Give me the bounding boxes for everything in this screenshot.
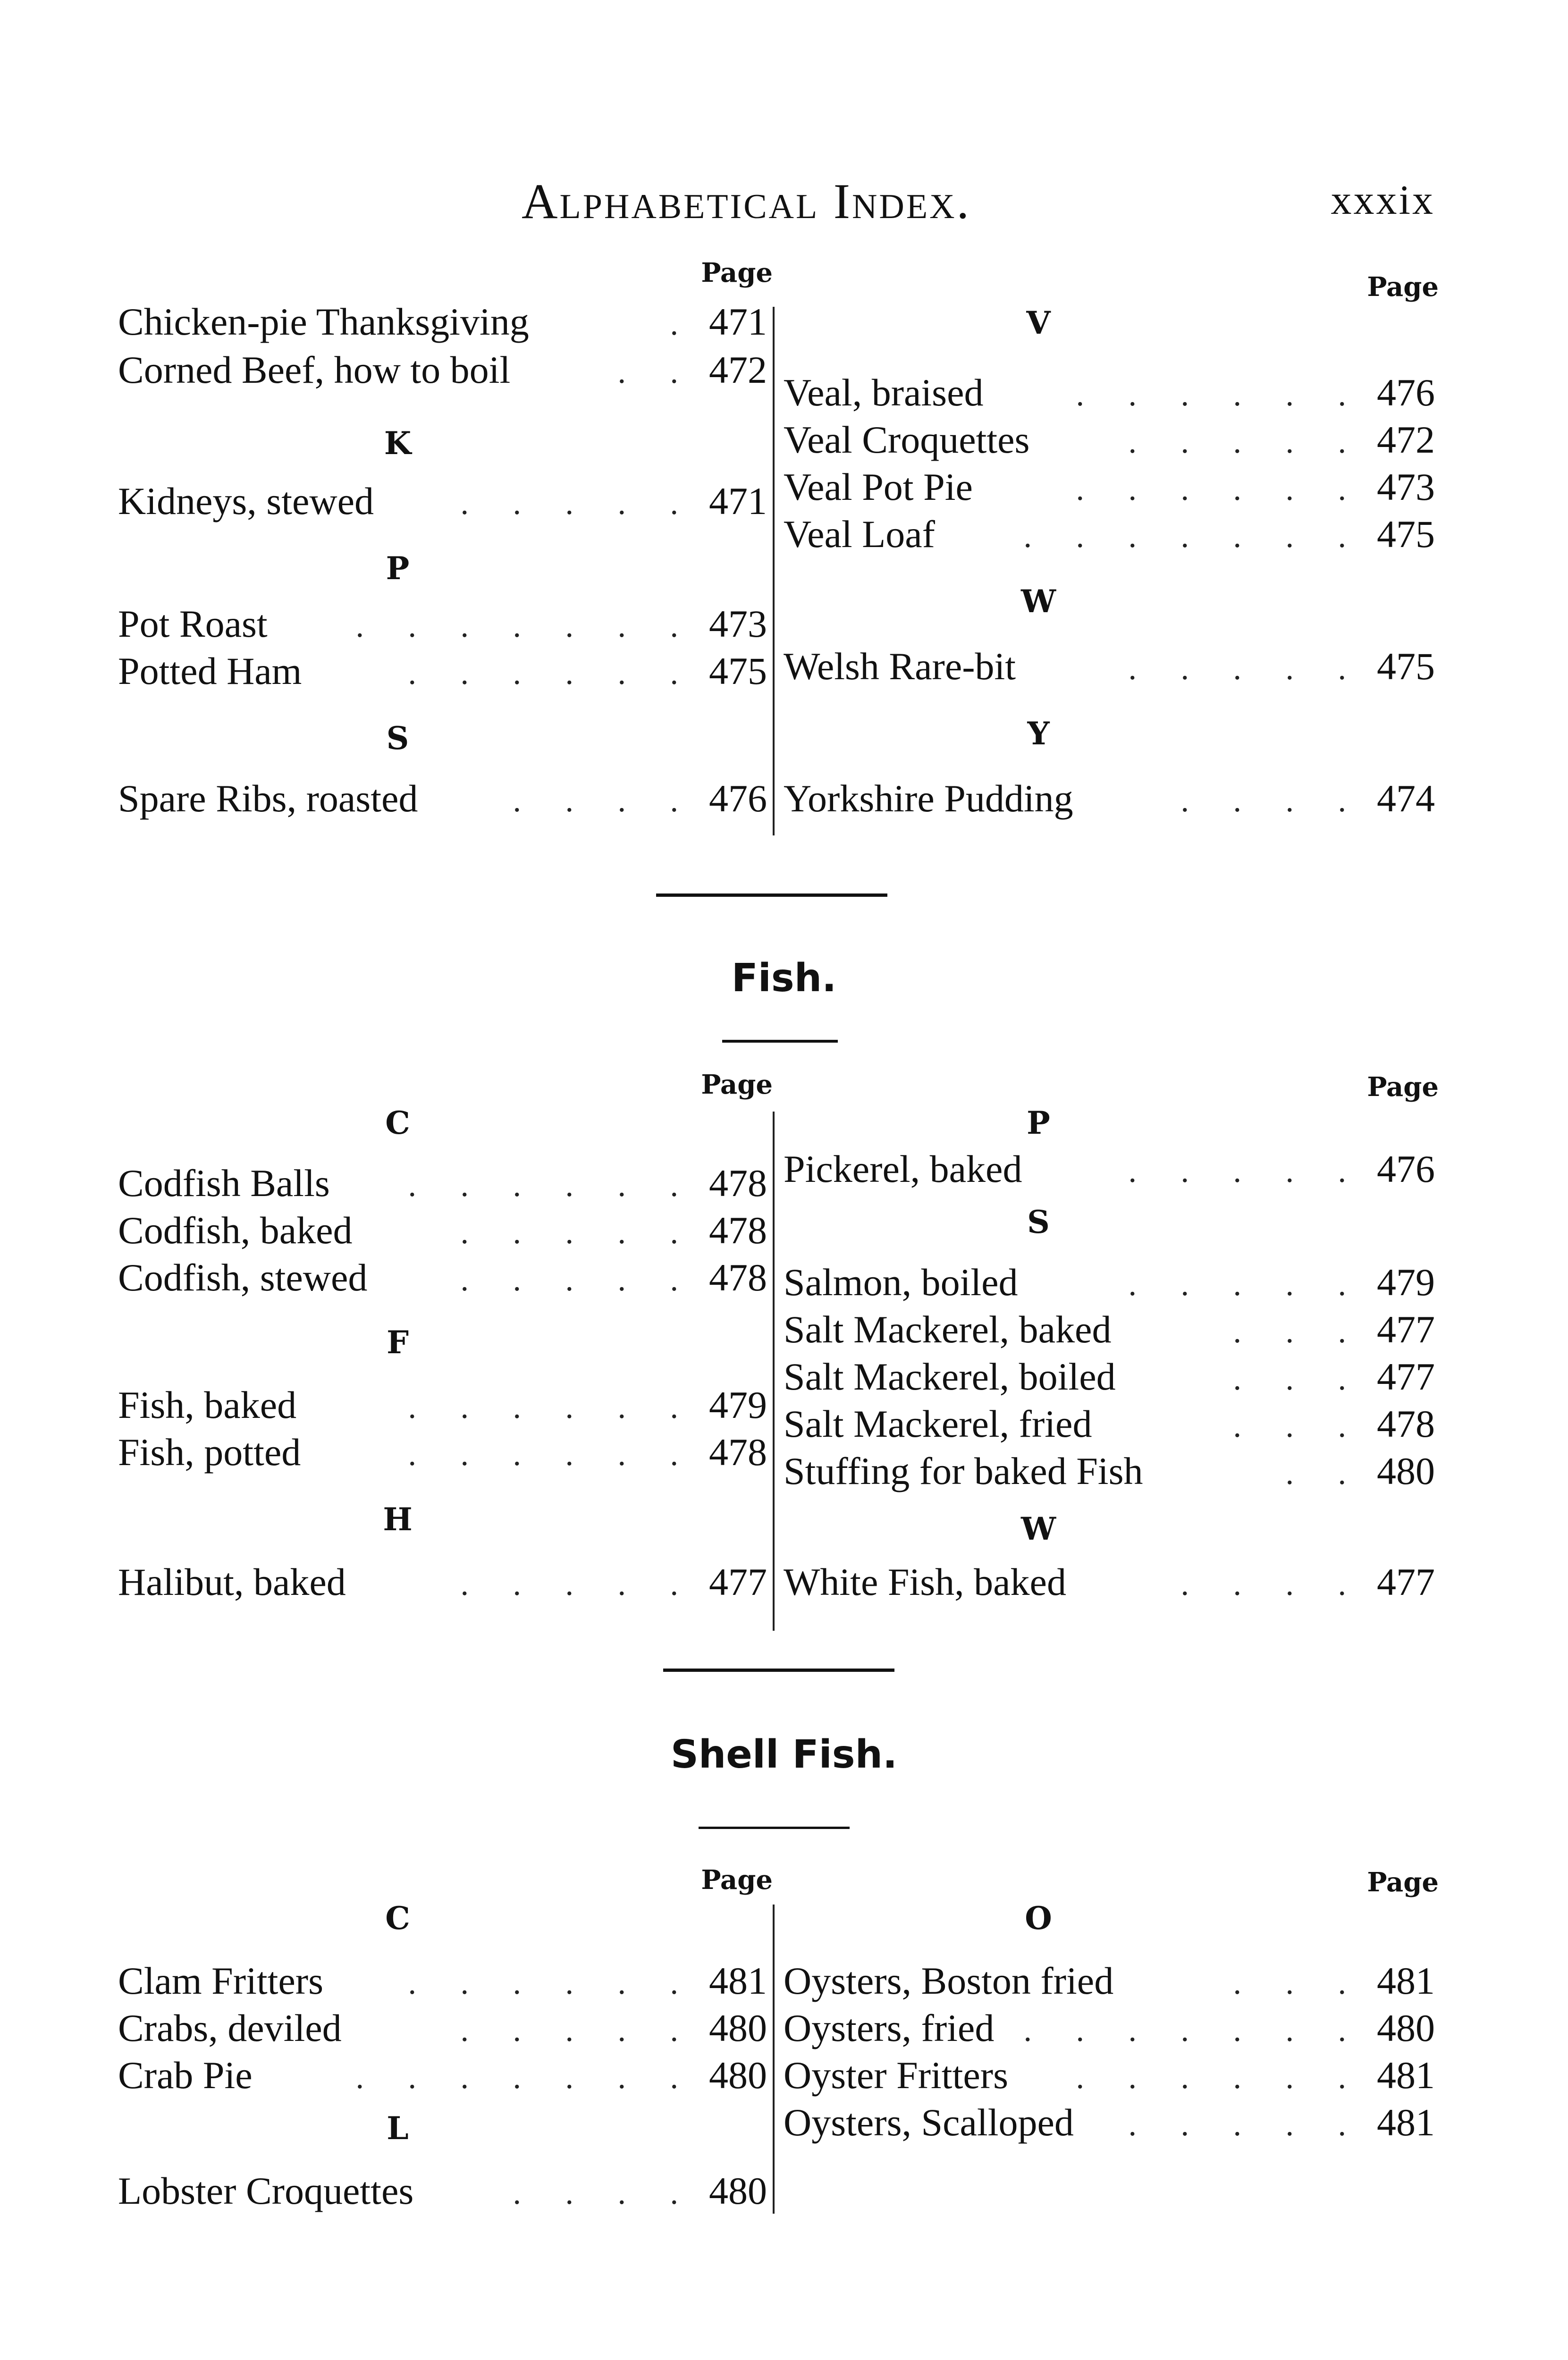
dot-leader: . . . . . . . [355,608,696,644]
entry-page: 479 [709,1383,767,1426]
entry-label: Lobster Croquettes [118,2169,414,2212]
letter-heading: V [1026,304,1051,341]
entry-page: 471 [709,480,767,523]
entry-label: Pot Roast [118,602,268,645]
entry-page: 473 [709,602,767,645]
entry-page: 478 [709,1431,767,1474]
index-entry [118,1208,767,1256]
index-block-fish [118,1069,1439,1635]
dot-leader: . . . . . . [408,1965,696,2001]
index-entry [784,1402,1435,1449]
page-column-heading: Page [1367,1071,1439,1103]
index-column-left [118,1069,773,1635]
index-entry [784,1307,1435,1355]
index-entry [784,371,1435,418]
index-entry [118,1430,767,1477]
entry-label: Pickerel, baked [784,1147,1022,1190]
dot-leader: . . . . . . [408,1389,696,1425]
running-head [0,173,1568,229]
index-entry [118,1383,767,1430]
index-entry [784,512,1435,559]
letter-heading: C [385,1900,410,1937]
entry-page: 481 [1377,2101,1435,2144]
index-entry [784,1260,1435,1307]
entry-page: 473 [1377,465,1435,508]
entry-page: 478 [709,1162,767,1205]
entry-label: Veal Loaf [784,513,935,556]
dot-leader: . . . . . . [1076,471,1364,507]
entry-label: Oysters, Scalloped [784,2101,1074,2144]
entry-page: 478 [1377,1402,1435,1445]
entry-label: Salt Mackerel, boiled [784,1355,1116,1398]
entry-label: Veal Croquettes [784,418,1030,461]
entry-page: 480 [1377,2006,1435,2049]
entry-page: 471 [709,300,767,343]
dot-leader: . . [1285,1455,1364,1492]
entry-page: 474 [1377,777,1435,820]
index-entry [118,1959,767,2006]
letter-heading: P [386,550,410,587]
index-column-left [118,1864,773,2223]
index-entry [118,649,767,696]
dot-leader: . . . . . [1128,650,1364,687]
section-rule [656,893,887,897]
letter-heading: S [386,720,409,757]
entry-label: Chicken-pie Thanksgiving [118,300,529,343]
dot-leader: . . . . . [1128,1153,1364,1189]
entry-page: 481 [1377,1959,1435,2002]
index-entry [784,1959,1435,2006]
entry-page: 472 [1377,418,1435,461]
page-column-heading: Page [701,1864,773,1896]
entry-page: 475 [1377,645,1435,688]
column-divider [773,307,775,835]
dot-leader: . . . . . [1128,424,1364,460]
entry-label: Crabs, deviled [118,2006,342,2049]
section-title-shellfish: Shell Fish. [670,1732,898,1777]
dot-leader: . . . . [513,783,696,819]
dot-leader: . . . . . . [408,655,696,691]
entry-page: 481 [1377,2054,1435,2097]
index-entry [784,418,1435,465]
index-entry [118,1161,767,1208]
entry-label: Veal, braised [784,371,984,414]
letter-heading: Y [1027,715,1050,752]
entry-label: Kidneys, stewed [118,480,374,523]
dot-leader: . . . . . [460,1262,696,1298]
entry-label: Codfish Balls [118,1162,330,1205]
letter-heading: K [384,425,412,462]
index-entry [784,1560,1435,1607]
entry-label: Codfish, baked [118,1209,353,1252]
page-number: xxxix [1331,177,1435,223]
index-entry [118,602,767,649]
dot-leader: . . . . . [460,1214,696,1251]
entry-page: 480 [709,2054,767,2097]
dot-leader: . . . . . [460,1566,696,1602]
index-entry [118,2053,767,2100]
page-column-heading: Page [1367,1867,1439,1898]
index-entry [118,479,767,526]
index-entry [784,1147,1435,1194]
index-entry [118,300,767,347]
index-entry [118,2006,767,2053]
section-rule [699,1827,850,1829]
index-entry [118,348,767,395]
entry-label: Spare Ribs, roasted [118,777,418,820]
index-entry [784,2100,1435,2148]
column-divider [773,1905,775,2214]
entry-page: 478 [709,1209,767,1252]
index-entry [784,1355,1435,1402]
dot-leader: . . . [1233,1408,1364,1444]
index-entry [784,776,1435,824]
entry-page: 476 [1377,371,1435,414]
entry-label: Veal Pot Pie [784,465,973,508]
dot-leader: . . . . . . [1076,2059,1364,2096]
dot-leader: . . . . . . . [1023,2012,1364,2048]
letter-heading: W [1020,583,1056,620]
column-divider [773,1112,775,1631]
entry-label: Fish, potted [118,1431,301,1474]
entry-page: 479 [1377,1261,1435,1304]
dot-leader: . . . . [1180,1566,1364,1602]
dot-leader: . . . . . [1128,1266,1364,1303]
page-column-heading: Page [1367,271,1439,303]
index-entry [784,2053,1435,2100]
entry-page: 477 [1377,1560,1435,1603]
index-entry [784,1449,1435,1496]
section-rule [663,1669,894,1672]
section-title-fish: Fish. [731,956,837,1001]
index-entry [784,2006,1435,2053]
index-entry [118,2169,767,2216]
entry-label: Oysters, fried [784,2006,995,2049]
entry-label: Halibut, baked [118,1560,346,1603]
index-column-right [784,1864,1439,2223]
dot-leader: . . . . . . . [1023,518,1364,555]
letter-heading: S [1027,1204,1050,1240]
entry-page: 477 [1377,1355,1435,1398]
entry-label: Stuffing for baked Fish [784,1450,1143,1492]
entry-page: 475 [709,649,767,692]
index-entry [118,1560,767,1607]
entry-label: White Fish, baked [784,1560,1066,1603]
entry-page: 477 [1377,1308,1435,1351]
dot-leader: . [670,306,696,342]
dot-leader: . . . [1233,1965,1364,2001]
index-column-left [118,257,773,838]
entry-page: 481 [709,1959,767,2002]
letter-heading: P [1027,1104,1050,1141]
dot-leader: . . . . [1180,783,1364,819]
dot-leader: . . . [1233,1314,1364,1350]
entry-page: 477 [709,1560,767,1603]
index-column-right [784,257,1439,838]
entry-page: 475 [1377,513,1435,556]
dot-leader: . . . . . . . [355,2059,696,2096]
index-entry [118,776,767,824]
dot-leader: . . . . . . [408,1436,696,1473]
entry-label: Oysters, Boston fried [784,1959,1114,2002]
entry-label: Potted Ham [118,649,302,692]
index-block-shellfish [118,1864,1439,2223]
page-column-heading: Page [701,1069,773,1100]
letter-heading: H [383,1501,413,1538]
entry-label: Salt Mackerel, baked [784,1308,1112,1351]
entry-page: 480 [709,2169,767,2212]
entry-label: Fish, baked [118,1383,297,1426]
running-title: Alphabetical Index. [522,174,971,229]
index-column-right [784,1069,1439,1635]
letter-heading: W [1020,1510,1056,1547]
dot-leader: . . . . . [460,485,696,522]
dot-leader: . . . . . [1128,2107,1364,2143]
section-rule [722,1040,838,1043]
dot-leader: . . [617,354,696,390]
entry-label: Salmon, boiled [784,1261,1018,1304]
entry-label: Crab Pie [118,2054,253,2097]
index-block-meats [118,257,1439,838]
index-entry [784,465,1435,512]
entry-label: Welsh Rare-bit [784,645,1016,688]
entry-label: Yorkshire Pudding [784,777,1073,820]
dot-leader: . . . . [513,2175,696,2211]
dot-leader: . . . [1233,1361,1364,1397]
entry-page: 480 [1377,1450,1435,1492]
entry-label: Corned Beef, how to boil [118,348,511,391]
entry-page: 472 [709,348,767,391]
dot-leader: . . . . . . [1076,377,1364,413]
entry-label: Salt Mackerel, fried [784,1402,1092,1445]
entry-page: 476 [709,777,767,820]
entry-label: Oyster Fritters [784,2054,1008,2097]
index-entry [118,1256,767,1303]
page-column-heading: Page [701,257,773,288]
letter-heading: L [387,2110,409,2147]
entry-page: 478 [709,1256,767,1299]
letter-heading: O [1025,1900,1052,1937]
dot-leader: . . . . . [460,2012,696,2048]
index-entry [784,644,1435,691]
entry-label: Clam Fritters [118,1959,324,2002]
entry-page: 480 [709,2006,767,2049]
letter-heading: F [387,1324,409,1361]
entry-page: 476 [1377,1147,1435,1190]
dot-leader: . . . . . . [408,1167,696,1204]
letter-heading: C [385,1104,410,1141]
entry-label: Codfish, stewed [118,1256,368,1299]
